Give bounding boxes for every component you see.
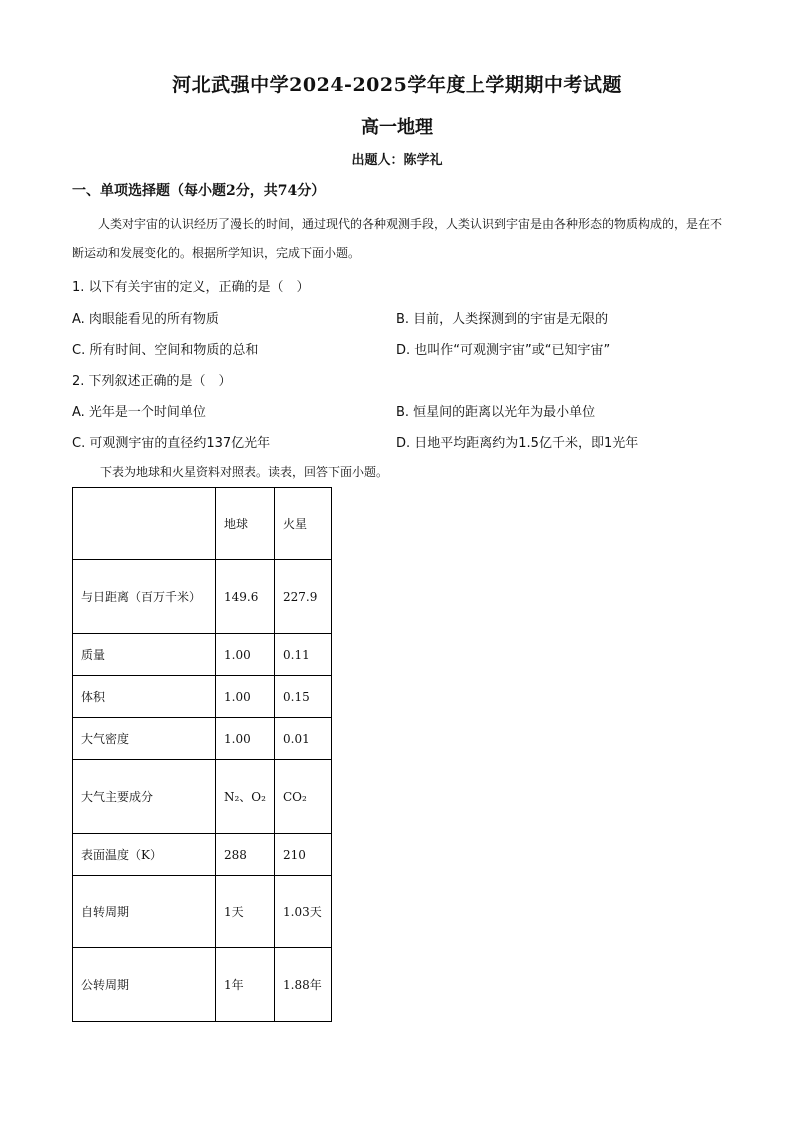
table-cell: 210 — [275, 834, 332, 876]
table-cell: 0.11 — [275, 634, 332, 676]
table-row — [73, 876, 332, 948]
table-intro: 下表为地球和火星资料对照表。读表，回答下面小题。 — [100, 465, 389, 479]
question-1-option-d: D. 也叫作“可观测宇宙”或“已知宇宙” — [396, 343, 611, 358]
exam-author: 出题人：陈学礼 — [351, 153, 443, 168]
table-cell: 与日距离（百万千米） — [73, 560, 216, 634]
table-cell: 1.00 — [216, 676, 275, 718]
table-cell: 表面温度（K） — [73, 834, 216, 876]
table-row — [73, 676, 332, 718]
table-row — [73, 634, 332, 676]
question-2-option-a: A. 光年是一个时间单位 — [72, 405, 206, 420]
table-cell: 227.9 — [275, 560, 332, 634]
question-1-option-b: B. 目前，人类探测到的宇宙是无限的 — [396, 312, 609, 327]
table-row — [73, 948, 332, 1022]
table-row — [73, 718, 332, 760]
table-cell: 1.88年 — [275, 948, 332, 1022]
exam-title: 河北武强中学2024-2025学年度上学期期中考试题 — [172, 74, 622, 96]
table-cell: 0.01 — [275, 718, 332, 760]
question-2-stem: 2. 下列叙述正确的是（ ） — [72, 374, 232, 389]
question-2-option-c: C. 可观测宇宙的直径约137亿光年 — [72, 436, 271, 451]
table-cell: 1年 — [216, 948, 275, 1022]
table-cell: 自转周期 — [73, 876, 216, 948]
table-header-row — [73, 488, 332, 560]
table-row — [73, 560, 332, 634]
table-cell: 288 — [216, 834, 275, 876]
exam-subject: 高一地理 — [361, 117, 433, 138]
earth-mars-table — [72, 487, 332, 1022]
table-cell: 大气密度 — [73, 718, 216, 760]
table-cell: 大气主要成分 — [73, 760, 216, 834]
table-header-cell: 地球 — [216, 488, 275, 560]
section-heading: 一、单项选择题（每小题2分，共74分） — [72, 183, 326, 199]
question-2-option-d: D. 日地平均距离约为1.5亿千米，即1光年 — [396, 436, 639, 451]
table-header-cell — [73, 488, 216, 560]
table-cell: 质量 — [73, 634, 216, 676]
table-cell: 1.00 — [216, 718, 275, 760]
question-2-option-b: B. 恒星间的距离以光年为最小单位 — [396, 405, 596, 420]
question-1-option-c: C. 所有时间、空间和物质的总和 — [72, 343, 259, 358]
table-cell: 1天 — [216, 876, 275, 948]
table-cell: 0.15 — [275, 676, 332, 718]
table-cell: 公转周期 — [73, 948, 216, 1022]
section-intro: 人类对宇宙的认识经历了漫长的时间，通过现代的各种观测手段，人类认识到宇宙是由各种形态的物质构成的，是在不断运动和发展变化的。根据所学知识，完成下面小题。 — [72, 217, 723, 260]
question-1-option-a: A. 肉眼能看见的所有物质 — [72, 312, 219, 327]
question-1-stem: 1. 以下有关宇宙的定义，正确的是（ ） — [72, 280, 310, 295]
table-row — [73, 834, 332, 876]
table-cell: 1.00 — [216, 634, 275, 676]
table-cell: 体积 — [73, 676, 216, 718]
table-header-cell: 火星 — [275, 488, 332, 560]
table-cell: 149.6 — [216, 560, 275, 634]
table-cell: CO₂ — [275, 760, 332, 834]
table-cell: N₂、O₂ — [216, 760, 275, 834]
table-row — [73, 760, 332, 834]
table-cell: 1.03天 — [275, 876, 332, 948]
